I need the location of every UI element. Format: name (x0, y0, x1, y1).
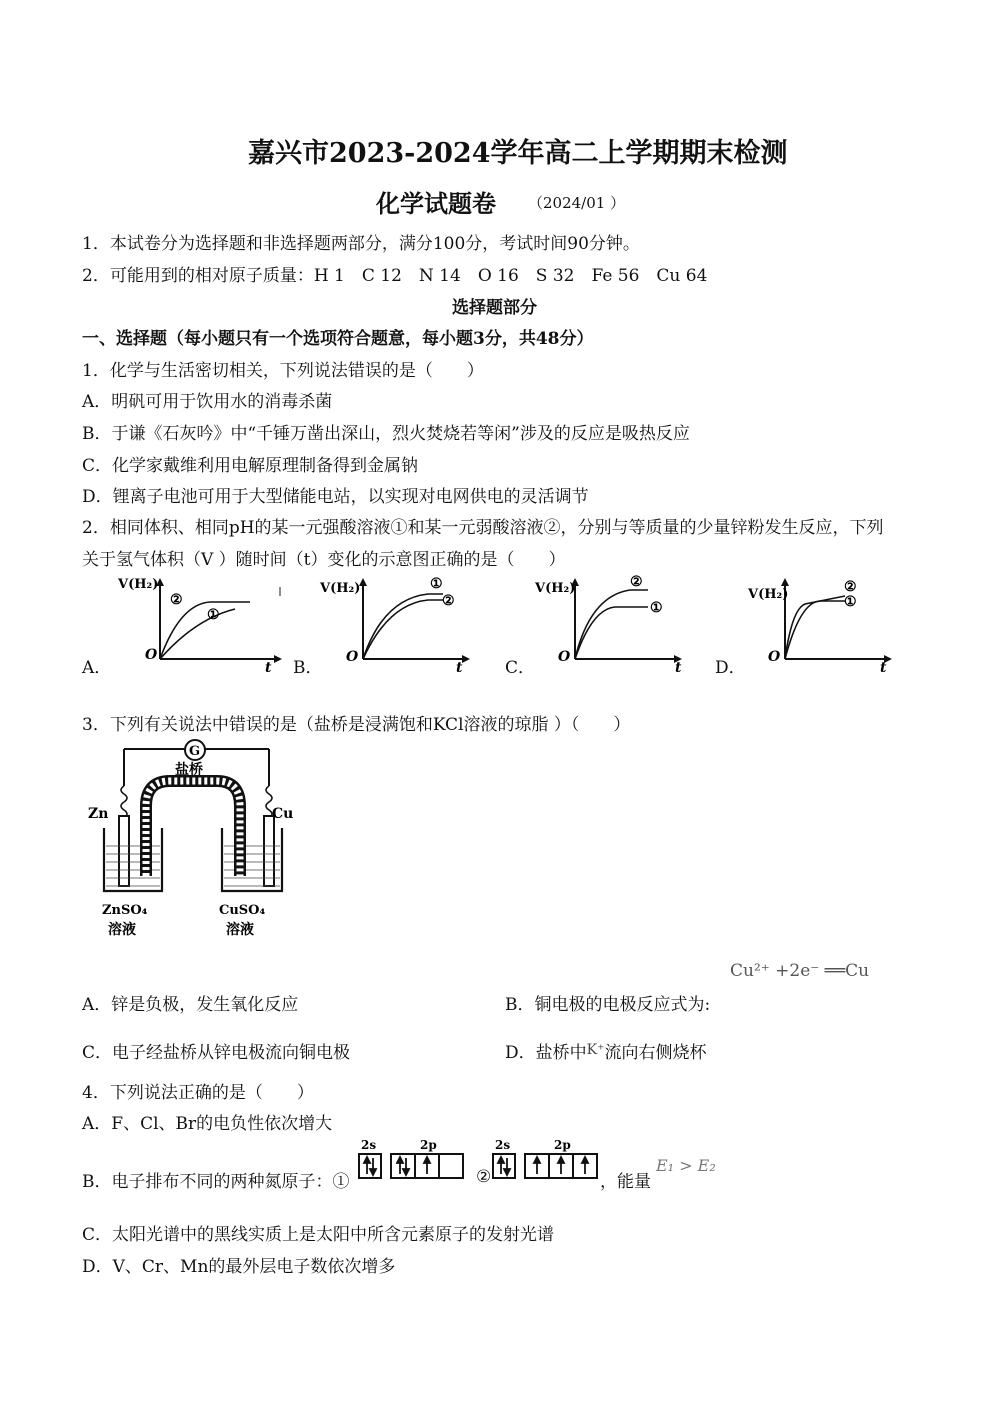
section-title: 选择题部分 (452, 298, 537, 318)
q3-option-d-suffix: 流向右侧烧杯 (604, 1043, 707, 1063)
q4-option-b-suffix: ，能量 (600, 1172, 651, 1192)
q2-d-curve1: ① (844, 594, 857, 610)
q1-option-c: C．化学家戴维利用电解原理制备得到金属钠 (82, 456, 419, 476)
q4-option-a: A．F、Cl、Br的电负性依次增大 (82, 1114, 333, 1134)
q2-d-ylabel: V(H₂) (748, 587, 789, 602)
q2-c-origin: O (558, 649, 571, 665)
q2-c-xlabel: t (675, 660, 682, 674)
q3-option-a: A．锌是负极，发生氧化反应 (82, 995, 299, 1015)
q2-d-origin: O (768, 649, 781, 665)
q2-c-curve1: ① (650, 600, 663, 616)
q3-equation: Cu²⁺ +2e⁻ ══Cu (730, 961, 870, 981)
q4-option-b-prefix: B．电子排布不同的两种氮原子：① (82, 1172, 350, 1192)
note-1: 1．本试卷分为选择题和非选择题两部分，满分100分，考试时间90分钟。 (82, 234, 640, 254)
orbital1-2p-label: 2p (420, 1138, 437, 1152)
q2-graph-b (318, 574, 478, 674)
orbital2-2p-label: 2p (554, 1138, 571, 1152)
q2-b-ylabel: V(H₂) (320, 581, 361, 596)
q2-graph-d (740, 574, 900, 674)
cu-electrode-label: Cu (272, 806, 294, 822)
right-solution-word: 溶液 (226, 922, 254, 938)
part-title: 一、选择题（每小题只有一个选项符合题意，每小题3分，共48分） (82, 329, 594, 349)
q1-option-b: B．于谦《石灰吟》中“千锤万凿出深山，烈火焚烧若等闲”涉及的反应是吸热反应 (82, 424, 690, 444)
orbital-diagram-2 (490, 1136, 602, 1186)
cuso4-label: CuSO₄ (219, 903, 266, 918)
q3-option-c: C．电子经盐桥从锌电极流向铜电极 (82, 1043, 351, 1063)
q2-a-xlabel: t (265, 660, 272, 674)
zn-electrode-label: Zn (88, 806, 109, 822)
q2-b-curve2: ② (442, 593, 455, 609)
q2-graph-c (530, 574, 690, 674)
q2-b-curve1: ① (430, 576, 443, 592)
q4-option-c: C．太阳光谱中的黑线实质上是太阳中所含元素原子的发射光谱 (82, 1225, 555, 1245)
q2-label-a: A． (82, 658, 112, 678)
exam-date: （2024/01 ） (528, 194, 626, 212)
q4-stem: 4．下列说法正确的是（ ） (82, 1083, 314, 1103)
q3-apparatus (82, 736, 312, 941)
q1-stem: 1．化学与生活密切相关，下列说法错误的是（ ） (82, 361, 484, 381)
salt-bridge-label: 盐桥 (175, 762, 203, 778)
q2-label-c: C． (505, 658, 536, 678)
note-2: 2．可能用到的相对原子质量：H 1 C 12 N 14 O 16 S 32 Fe 56 Cu 64 (82, 266, 708, 286)
q2-stem-line1: 2．相同体积、相同pH的某一元强酸溶液①和某一元弱酸溶液②，分别与等质量的少量锌粉发生反应，下列 (82, 518, 884, 538)
q2-c-curve2: ② (630, 574, 643, 590)
q2-graph-a (110, 574, 290, 674)
energy-comparison: E₁ > E₂ (656, 1156, 716, 1175)
q2-b-origin: O (346, 649, 359, 665)
q4-option-d: D．V、Cr、Mn的最外层电子数依次增多 (82, 1257, 396, 1277)
k-ion: K⁺ (586, 1042, 605, 1058)
q2-a-curve1: ① (207, 607, 220, 623)
q2-label-d: D． (715, 658, 746, 678)
page-subtitle: 化学试题卷 (376, 189, 496, 218)
q1-option-a: A．明矾可用于饮用水的消毒杀菌 (82, 392, 333, 412)
left-solution-word: 溶液 (108, 922, 136, 938)
q2-a-curve2: ② (170, 592, 183, 608)
q4-option-b-mid: ② (476, 1167, 492, 1187)
page-title: 嘉兴市2023-2024学年高二上学期期末检测 (248, 138, 788, 169)
q2-a-origin: O (145, 647, 158, 663)
q3-option-d-prefix: D．盐桥中 (505, 1043, 587, 1063)
orbital2-2s-label: 2s (495, 1138, 511, 1152)
q2-d-xlabel: t (880, 660, 887, 674)
q3-option-b: B．铜电极的电极反应式为: (505, 995, 711, 1015)
q3-option-d (505, 1038, 707, 1063)
orbital-diagram-1 (356, 1136, 468, 1186)
q3-stem: 3．下列有关说法中错误的是（盐桥是浸满饱和KCl溶液的琼脂 ）（ ） (82, 715, 631, 735)
znso4-label: ZnSO₄ (102, 903, 148, 918)
galvanometer-label: G (189, 744, 201, 759)
orbital1-2s-label: 2s (361, 1138, 377, 1152)
q2-c-ylabel: V(H₂) (535, 581, 576, 596)
q2-stem-line2: 关于氢气体积（V ）随时间（t）变化的示意图正确的是（ ） (82, 550, 566, 570)
q1-option-d: D．锂离子电池可用于大型储能电站，以实现对电网供电的灵活调节 (82, 487, 589, 507)
q2-d-curve2: ② (844, 579, 857, 595)
q2-label-b: B． (293, 658, 323, 678)
q2-a-ylabel: V(H₂) (118, 577, 159, 592)
q2-b-xlabel: t (456, 660, 463, 674)
